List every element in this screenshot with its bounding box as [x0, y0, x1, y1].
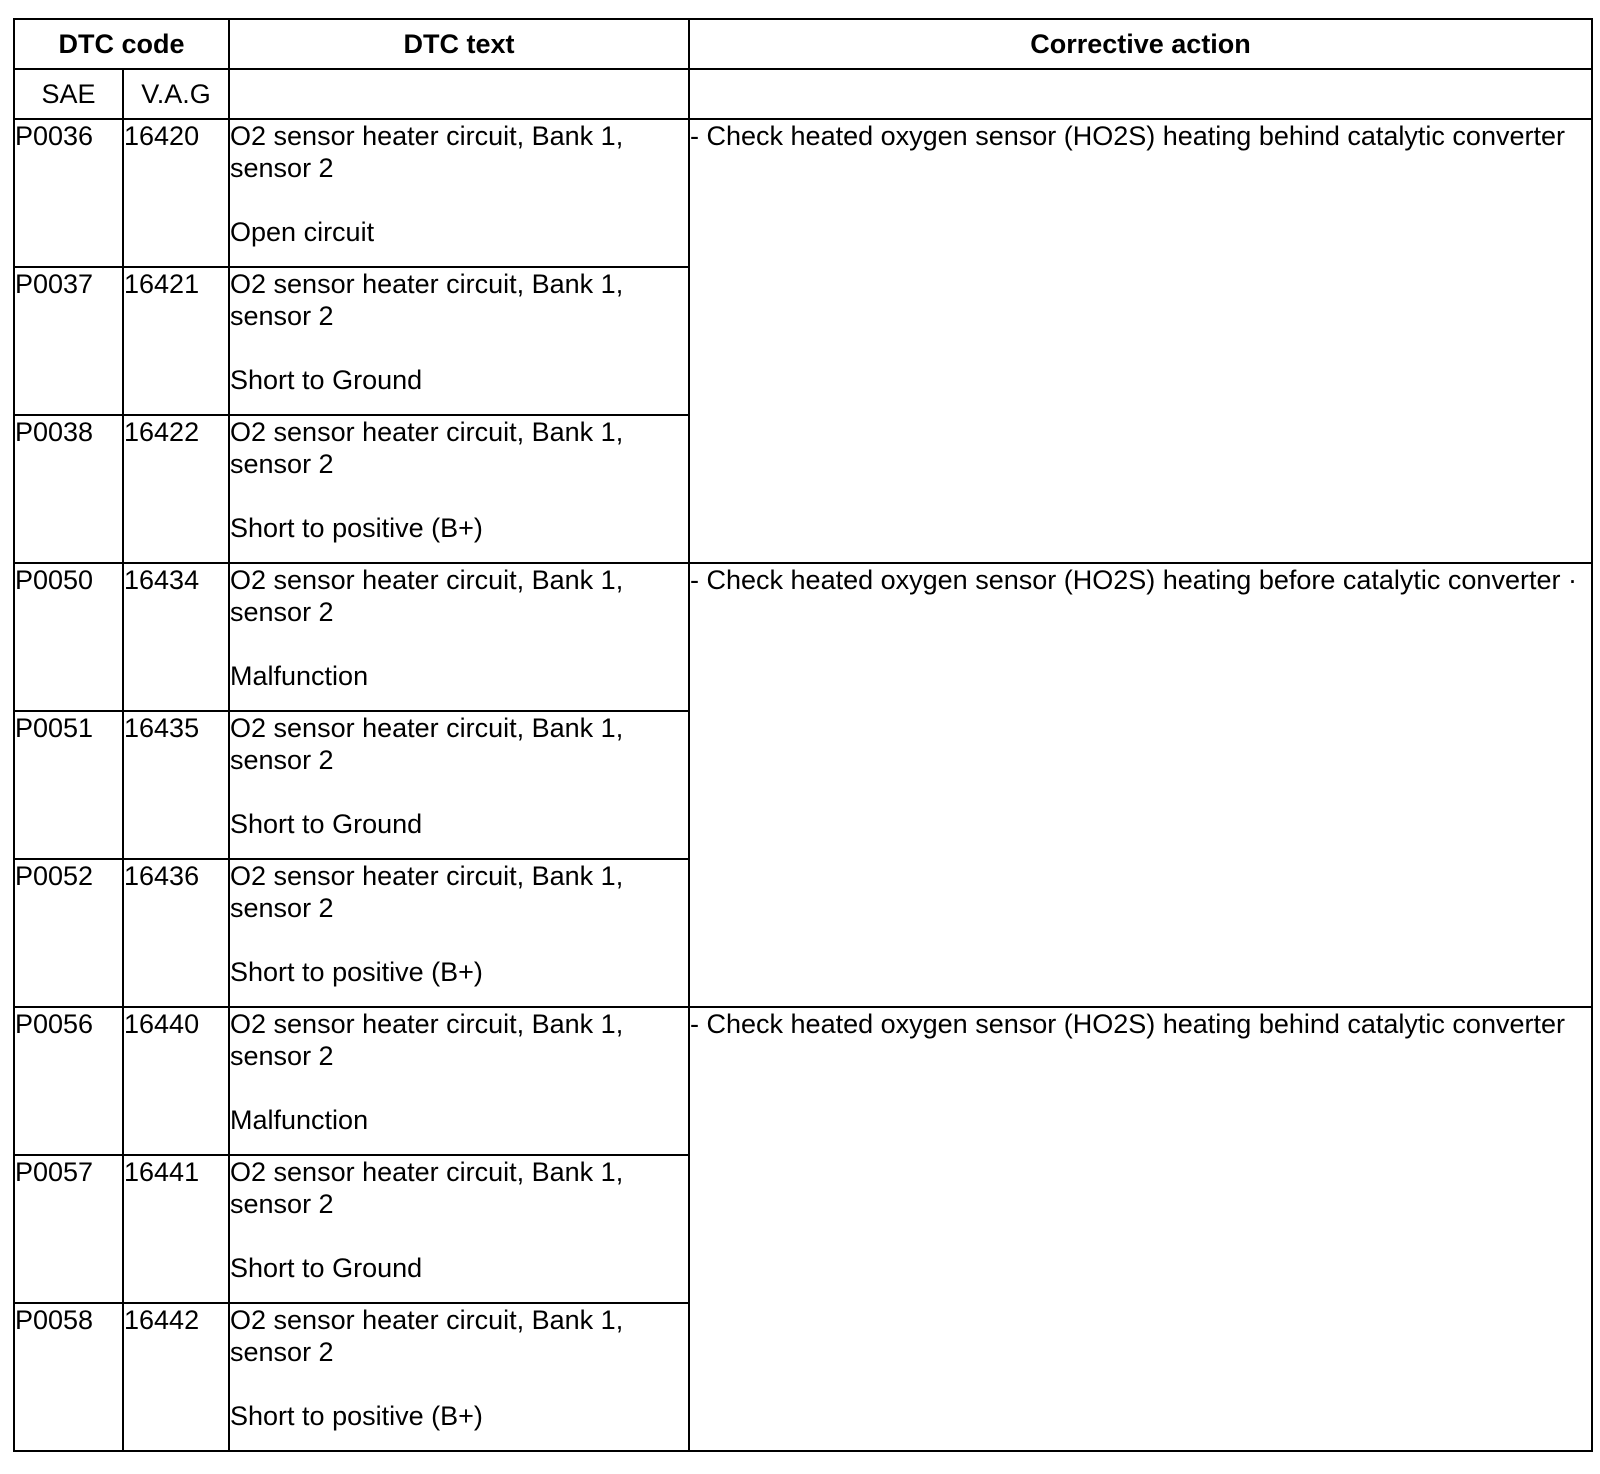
table-row [14, 1007, 1592, 1155]
dtc-text-line2: sensor 2 [230, 449, 334, 479]
header-dtc-text: DTC text [229, 19, 689, 69]
header-row [14, 19, 1592, 69]
subheader-sae: SAE [14, 69, 123, 119]
dtc-text-line1: O2 sensor heater circuit, Bank 1, [230, 861, 624, 891]
table-row [14, 119, 1592, 267]
vag-code: 16441 [123, 1155, 229, 1303]
sae-code: P0036 [14, 119, 123, 267]
dtc-text-cell [229, 859, 689, 1007]
corrective-action-cell: - Check heated oxygen sensor (HO2S) heating behind catalytic converter [689, 1007, 1592, 1451]
vag-code: 16434 [123, 563, 229, 711]
dtc-text-cell [229, 1155, 689, 1303]
dtc-text-cell [229, 711, 689, 859]
dtc-text-line2: sensor 2 [230, 301, 334, 331]
dtc-text-cell [229, 119, 689, 267]
dtc-text-line2: sensor 2 [230, 1041, 334, 1071]
sae-code: P0038 [14, 415, 123, 563]
dtc-text-line2: sensor 2 [230, 1337, 334, 1367]
corrective-action-cell: - Check heated oxygen sensor (HO2S) heating before catalytic converter · [689, 563, 1592, 1007]
dtc-text-line1: O2 sensor heater circuit, Bank 1, [230, 269, 624, 299]
subheader-text-empty [229, 69, 689, 119]
dtc-fault: Short to Ground [230, 809, 423, 839]
sae-code: P0057 [14, 1155, 123, 1303]
dtc-text-line1: O2 sensor heater circuit, Bank 1, [230, 713, 624, 743]
dtc-fault: Short to positive (B+) [230, 1401, 483, 1431]
dtc-text-line2: sensor 2 [230, 1189, 334, 1219]
dtc-text-cell [229, 415, 689, 563]
sae-code: P0051 [14, 711, 123, 859]
vag-code: 16420 [123, 119, 229, 267]
dtc-fault: Short to Ground [230, 1253, 423, 1283]
vag-code: 16435 [123, 711, 229, 859]
sae-code: P0056 [14, 1007, 123, 1155]
vag-code: 16436 [123, 859, 229, 1007]
dtc-fault: Open circuit [230, 217, 375, 247]
corrective-action-cell: - Check heated oxygen sensor (HO2S) heating behind catalytic converter [689, 119, 1592, 563]
dtc-text-line2: sensor 2 [230, 893, 334, 923]
dtc-text-line1: O2 sensor heater circuit, Bank 1, [230, 1305, 624, 1335]
dtc-table [13, 18, 1593, 1452]
dtc-text-cell [229, 1303, 689, 1451]
subheader-action-empty [689, 69, 1592, 119]
dtc-text-line1: O2 sensor heater circuit, Bank 1, [230, 417, 624, 447]
header-corrective-action: Corrective action [689, 19, 1592, 69]
vag-code: 16440 [123, 1007, 229, 1155]
dtc-text-line1: O2 sensor heater circuit, Bank 1, [230, 121, 624, 151]
vag-code: 16422 [123, 415, 229, 563]
dtc-fault: Short to positive (B+) [230, 513, 483, 543]
sae-code: P0050 [14, 563, 123, 711]
dtc-fault: Malfunction [230, 1105, 369, 1135]
dtc-text-line2: sensor 2 [230, 597, 334, 627]
dtc-text-line1: O2 sensor heater circuit, Bank 1, [230, 565, 624, 595]
dtc-fault: Malfunction [230, 661, 369, 691]
header-dtc-code: DTC code [14, 19, 229, 69]
dtc-fault: Short to Ground [230, 365, 423, 395]
dtc-text-line1: O2 sensor heater circuit, Bank 1, [230, 1009, 624, 1039]
dtc-text-line2: sensor 2 [230, 745, 334, 775]
subheader-vag: V.A.G [123, 69, 229, 119]
sae-code: P0052 [14, 859, 123, 1007]
table-row [14, 563, 1592, 711]
sae-code: P0058 [14, 1303, 123, 1451]
dtc-text-cell [229, 563, 689, 711]
dtc-text-cell [229, 1007, 689, 1155]
dtc-text-line1: O2 sensor heater circuit, Bank 1, [230, 1157, 624, 1187]
sae-code: P0037 [14, 267, 123, 415]
dtc-fault: Short to positive (B+) [230, 957, 483, 987]
dtc-text-cell [229, 267, 689, 415]
vag-code: 16442 [123, 1303, 229, 1451]
vag-code: 16421 [123, 267, 229, 415]
subheader-row [14, 69, 1592, 119]
dtc-text-line2: sensor 2 [230, 153, 334, 183]
